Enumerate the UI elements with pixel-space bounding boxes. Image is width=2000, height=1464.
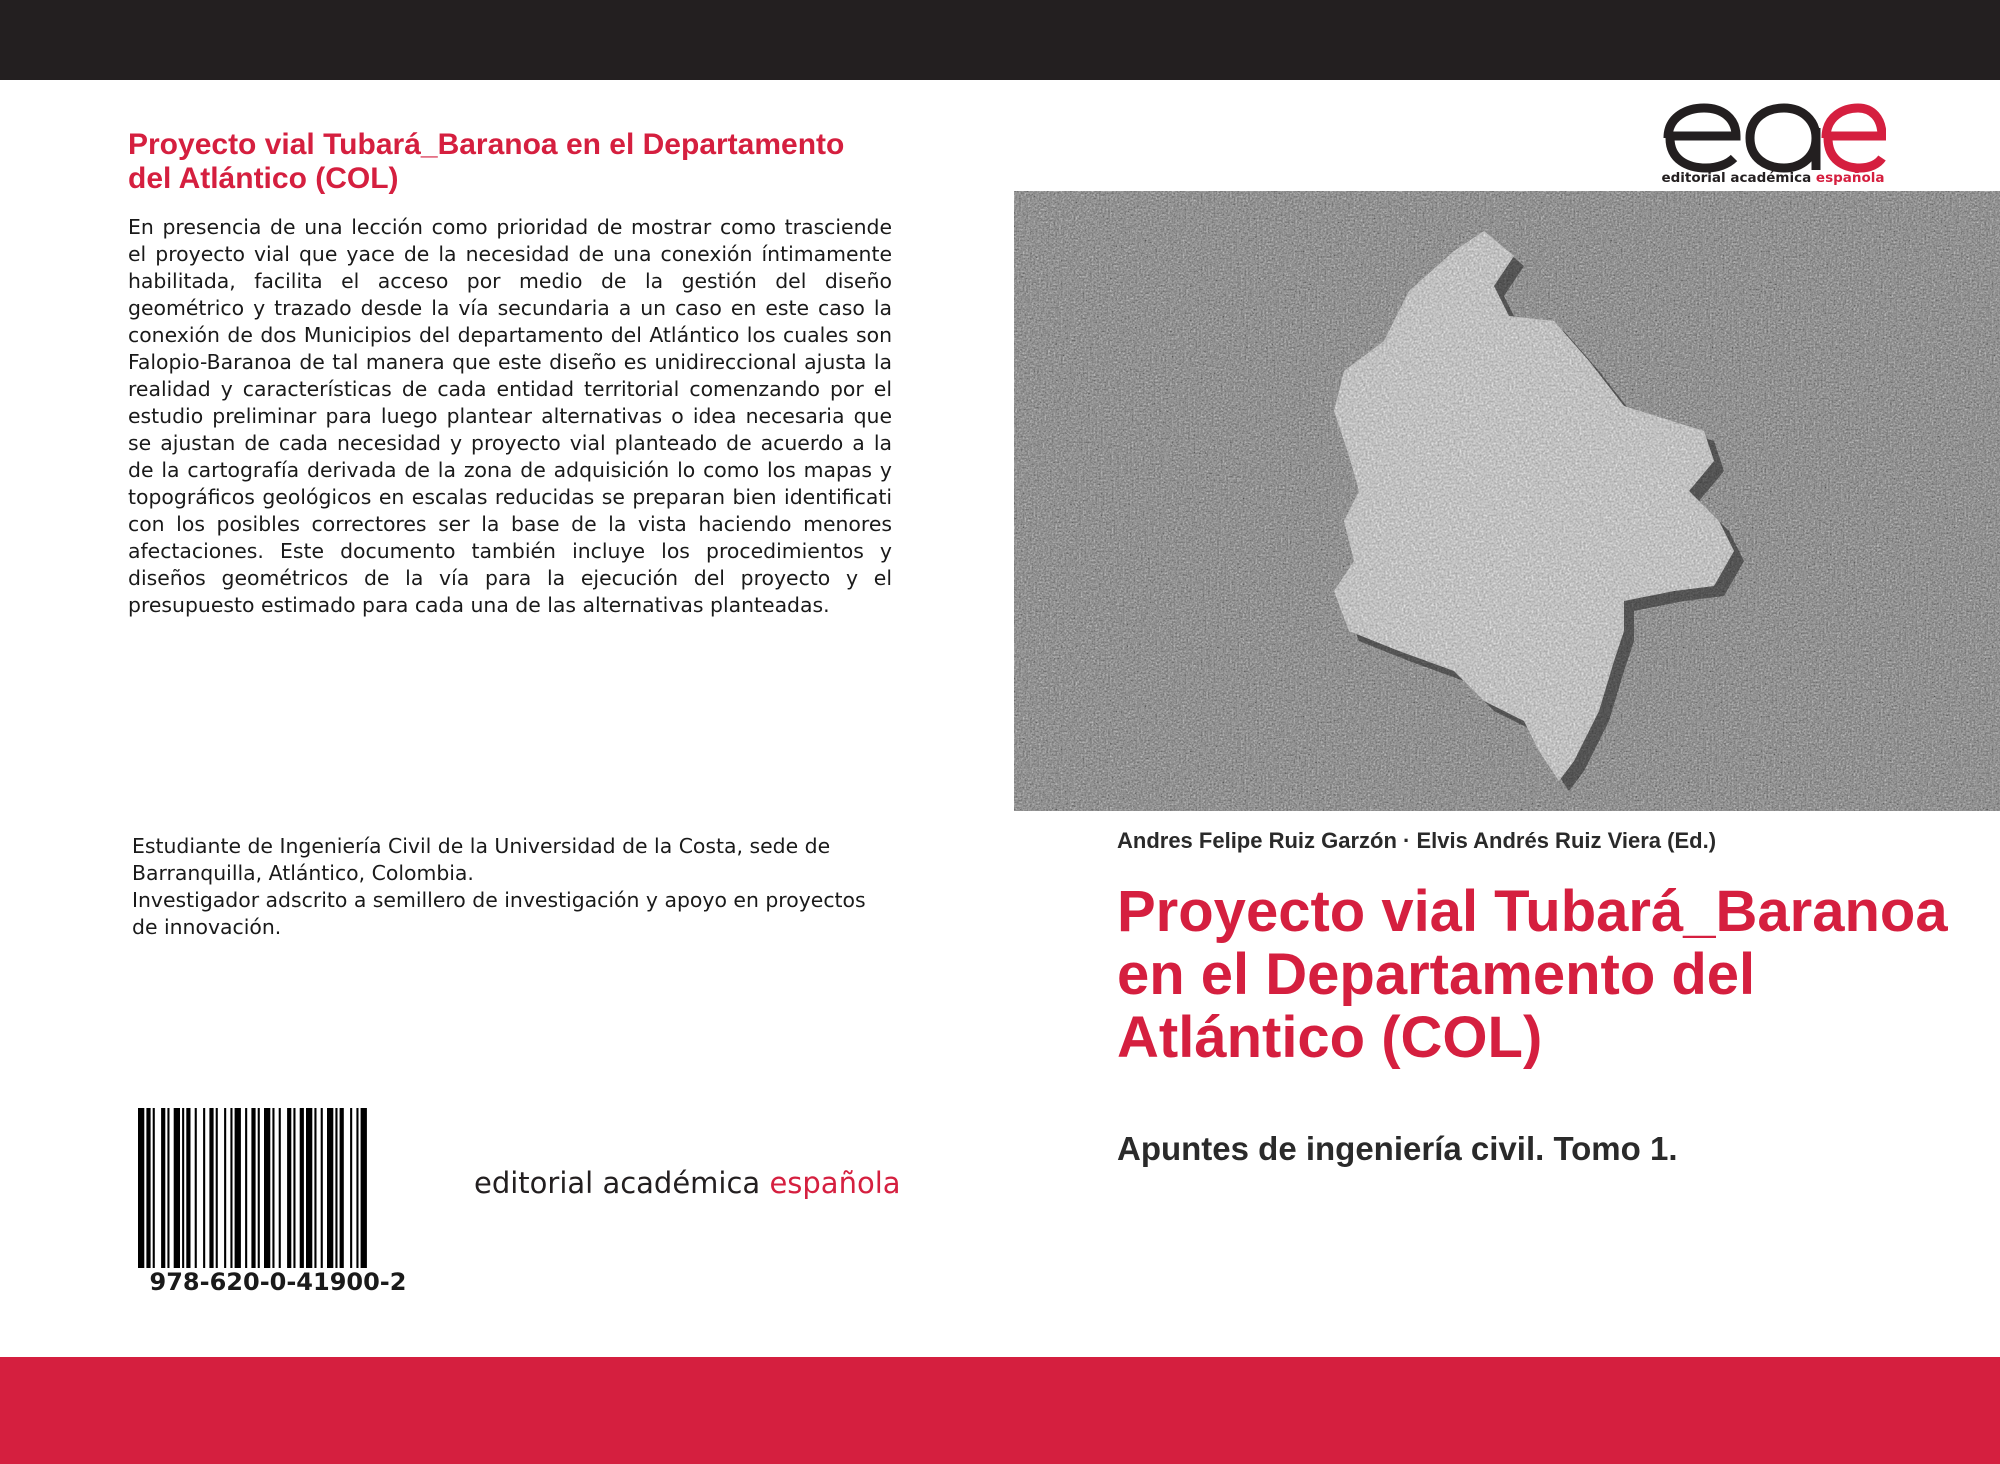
isbn-number: 978-620-0-41900-2 — [149, 1268, 407, 1296]
barcode-bar — [361, 1108, 367, 1268]
barcode-bar — [167, 1108, 169, 1268]
publisher-name-part-2: española — [769, 1166, 901, 1200]
barcode-bar — [350, 1108, 352, 1268]
barcode-bar — [279, 1108, 281, 1268]
barcode-icon — [138, 1108, 422, 1288]
barcode-bar — [195, 1108, 197, 1268]
barcode-bar — [327, 1108, 333, 1268]
cover-subtitle: Apuntes de ingeniería civil. Tomo 1. — [1117, 1130, 1678, 1167]
barcode-bar — [224, 1108, 226, 1268]
barcode-bar — [264, 1108, 270, 1268]
barcode-bar — [287, 1108, 291, 1268]
barcode-bar — [335, 1108, 337, 1268]
barcode-bar — [161, 1108, 165, 1268]
publisher-name — [474, 1166, 901, 1200]
cover-authors: Andres Felipe Ruiz Garzón · Elvis Andrés Ruiz Viera (Ed.) — [1117, 828, 1717, 853]
barcode-bar — [230, 1108, 232, 1268]
barcode-bar — [203, 1108, 205, 1268]
back-cover-abstract: En presencia de una lección como prioridad de mostrar como trasciende el proyecto vial que yace de la necesidad de una conexión íntimamente habilitada, facilita el acceso por medio de la gestión del diseño geométrico y trazado desde la vía secundaria a un caso en este caso la conexión de dos Municipios del departamento del Atlántico los cuales son Falopio-Baranoa de tal manera que este diseño es unidireccional ajusta la realidad y características de cada entidad territorial comenzando por el estudio preliminar para luego plantear alternativas o idea necesaria que se ajustan de cada necesidad y proyecto vial planteado de acuerdo a la de la cartografía derivada de la zona de adquisición lo como los mapas y topográficos geológicos en escalas reducidas se preparan bien identificati con los posibles correctores ser la base de la vista haciendo menores afectaciones. Este documento también incluye los procedimientos y diseños geométricos de la vía para la ejecución del proyecto y el presupuesto estimado para cada una de las alternativas planteadas. — [128, 215, 892, 617]
barcode-bar — [186, 1108, 190, 1268]
barcode-bar — [209, 1108, 213, 1268]
barcode-bar — [306, 1108, 312, 1268]
cover-title: Proyecto vial Tubará_Baranoa en el Departamento del Atlántico (COL) — [1117, 879, 1948, 1070]
barcode-bar — [293, 1108, 295, 1268]
barcode-bar — [146, 1108, 150, 1268]
barcode-bar — [216, 1108, 218, 1268]
barcode-bar — [245, 1108, 247, 1268]
barcode-bar — [356, 1108, 358, 1268]
barcode-bar — [138, 1108, 144, 1268]
publisher-name-part-1: editorial académica — [474, 1166, 761, 1200]
barcode-bar — [258, 1108, 260, 1268]
bottom-band — [0, 1357, 2000, 1464]
barcode-bar — [174, 1108, 180, 1268]
barcode-bar — [340, 1108, 344, 1268]
author-bio-line-1: Estudiante de Ingeniería Civil de la Universidad de la Costa, sede de Barranquilla, Atlántico, Colombia. — [132, 834, 831, 885]
barcode-bar — [321, 1108, 323, 1268]
logo-text-part-1: editorial académica — [1661, 170, 1812, 186]
barcode-bar — [235, 1108, 241, 1268]
colombia-map-gravel-image — [1014, 191, 2000, 811]
logo-text — [1660, 170, 1886, 186]
barcode-bar — [272, 1108, 274, 1268]
barcode-bar — [182, 1108, 184, 1268]
author-bio-line-2: Investigador adscrito a semillero de investigación y apoyo en proyectos de innovación. — [132, 888, 866, 939]
logo-text-part-2: española — [1815, 170, 1885, 186]
barcode-bar — [251, 1108, 255, 1268]
barcode-bar — [314, 1108, 316, 1268]
back-cover-title: Proyecto vial Tubará_Baranoa en el Departamento del Atlántico (COL) — [128, 128, 845, 195]
barcode-bar — [300, 1108, 304, 1268]
author-bio — [132, 833, 892, 941]
top-band — [0, 0, 2000, 80]
barcode-bar — [153, 1108, 155, 1268]
